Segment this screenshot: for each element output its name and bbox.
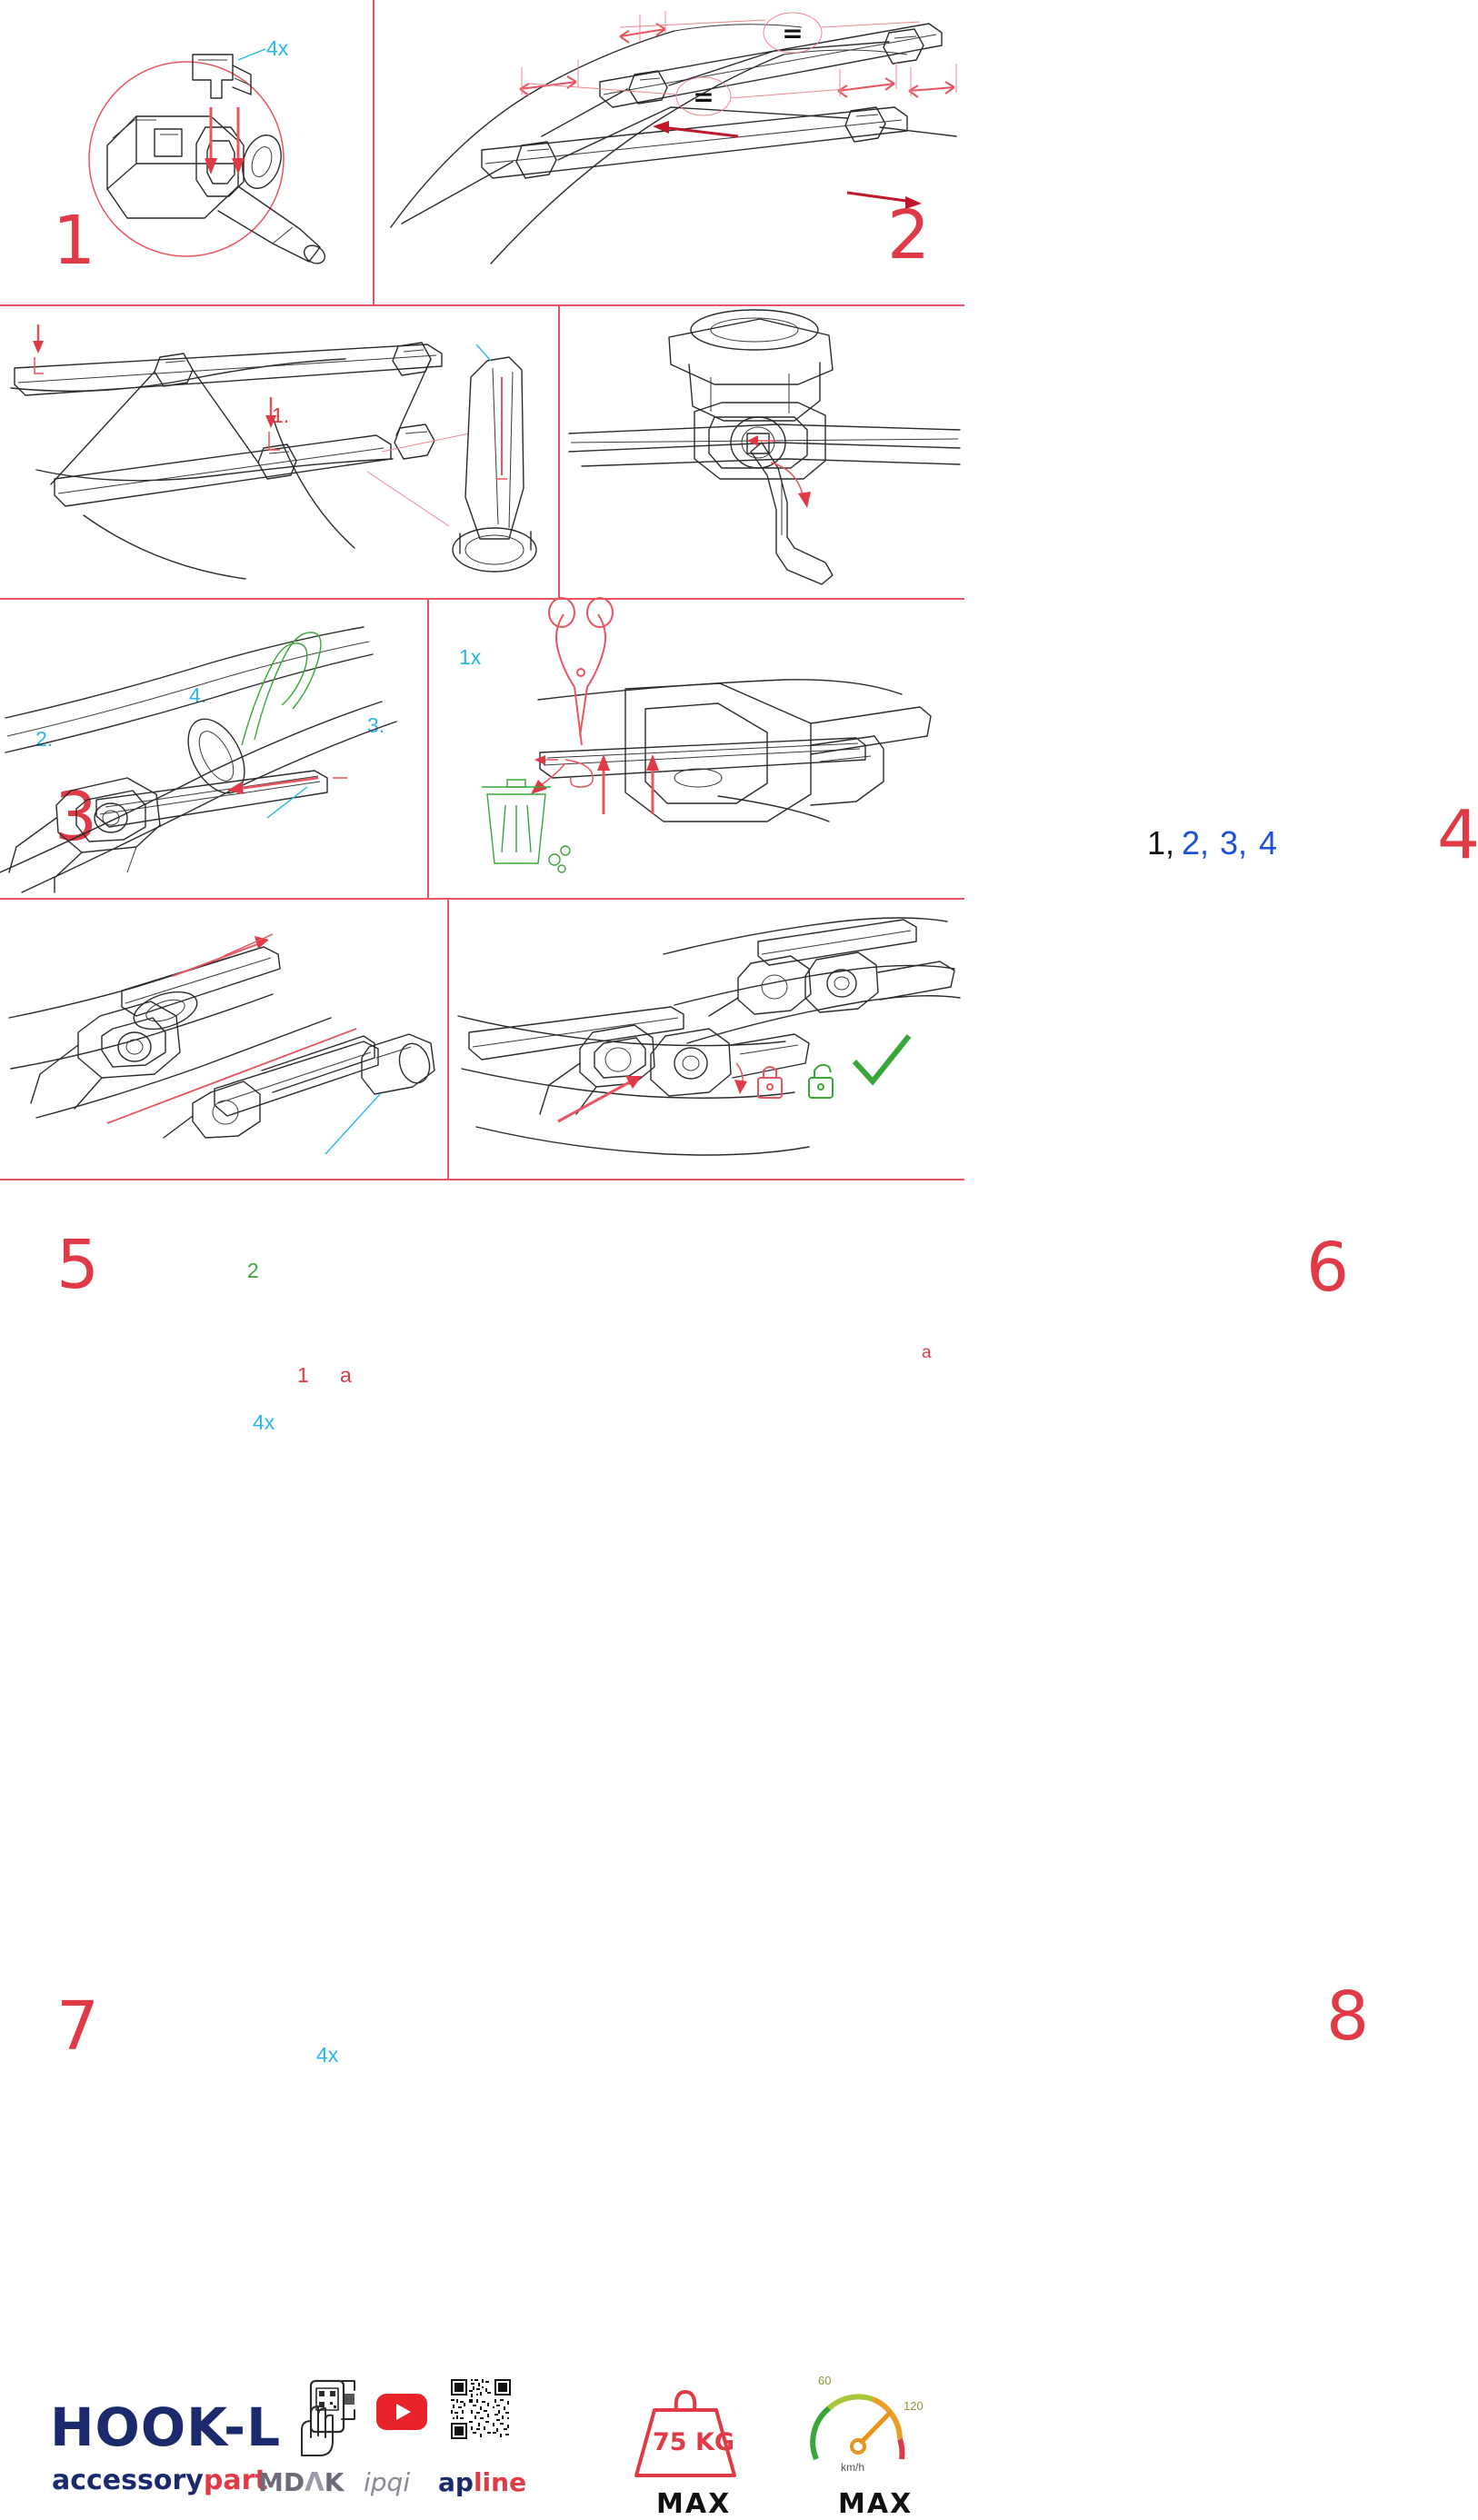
step-3-label-2: 2. [35, 727, 54, 751]
speed-tick-60: 60 [818, 2374, 832, 2387]
step-2-number: 2 [887, 196, 929, 274]
step-8-panel [449, 900, 1368, 2056]
partner-apline-suffix: line [473, 2467, 527, 2497]
step-2-panel [374, 0, 964, 304]
step-5-number: 5 [56, 1226, 98, 1304]
partner-ipqi: ipqi [364, 2467, 411, 2497]
step-8-number: 8 [1326, 1977, 1368, 2056]
step-3-illustration [0, 306, 558, 598]
step-2-illustration [374, 0, 964, 304]
partner-apline [438, 2467, 526, 2497]
max-speed-label: MAX [838, 2488, 914, 2520]
step-5-label-2: 2 [247, 1259, 259, 1282]
partner-mdak-prefix: MD [258, 2467, 305, 2497]
brand-name [52, 2465, 268, 2496]
step-7-qty-label: 4x [316, 2043, 339, 2067]
step-1-panel [0, 0, 373, 304]
step-4-seq-1: 1, [1147, 824, 1175, 862]
step-5-illustration [0, 600, 427, 898]
step-3-label-3: 3. [367, 713, 385, 737]
step-4-seq-3: 3, [1220, 824, 1248, 862]
speed-unit: km/h [841, 2461, 865, 2474]
step-1-qty-label: 4x [266, 36, 289, 60]
step-3-number: 3 [55, 778, 96, 856]
step-5-label-1: 1 [297, 1363, 309, 1387]
step-7-illustration [0, 900, 447, 1179]
step-5-qty-label: 4x [253, 1410, 275, 1434]
speed-tick-120: 120 [904, 2399, 924, 2413]
partner-mdak [258, 2467, 344, 2497]
step-3-label-1: 1. [272, 403, 290, 427]
partner-mdak-suffix: K [324, 2467, 345, 2497]
svg-text:=: = [782, 18, 804, 48]
step-4-number: 4 [1437, 796, 1478, 874]
svg-text:=: = [693, 82, 714, 112]
qr-scan-hand-icon [291, 2379, 364, 2457]
max-load-value: 75 KG [653, 2428, 735, 2456]
step-4-illustration [560, 306, 964, 598]
step-8-illustration [449, 900, 964, 1179]
step-6-number: 6 [1306, 1229, 1348, 1307]
step-4-panel [560, 306, 1478, 874]
step-4-seq-2: 2, [1182, 824, 1210, 862]
step-6-label-a: a [922, 1343, 932, 1362]
max-load-label: MAX [656, 2488, 732, 2520]
partner-mdak-mid: Λ [305, 2467, 325, 2497]
step-3-qty-label: 1x [459, 645, 482, 669]
product-name: HOOK-L [50, 2396, 282, 2458]
partner-apline-prefix: ap [438, 2467, 474, 2497]
step-5-label-a: a [340, 1363, 352, 1387]
step-1-number: 1 [53, 202, 95, 280]
step-7-panel [0, 900, 447, 2067]
step-5-panel [0, 600, 427, 1434]
qr-code-icon[interactable] [451, 2379, 511, 2439]
divider-footer [0, 1179, 964, 1180]
brand-prefix: accessory [52, 2465, 204, 2496]
brand-suffix: part [203, 2465, 268, 2496]
step-6-illustration [429, 600, 964, 898]
step-3-panel [0, 306, 558, 856]
step-3-label-4: 4. [189, 683, 207, 707]
youtube-icon[interactable] [376, 2394, 427, 2430]
step-4-seq-4: 4 [1259, 824, 1278, 862]
step-7-number: 7 [56, 1987, 98, 2066]
step-6-panel [429, 600, 1348, 1362]
